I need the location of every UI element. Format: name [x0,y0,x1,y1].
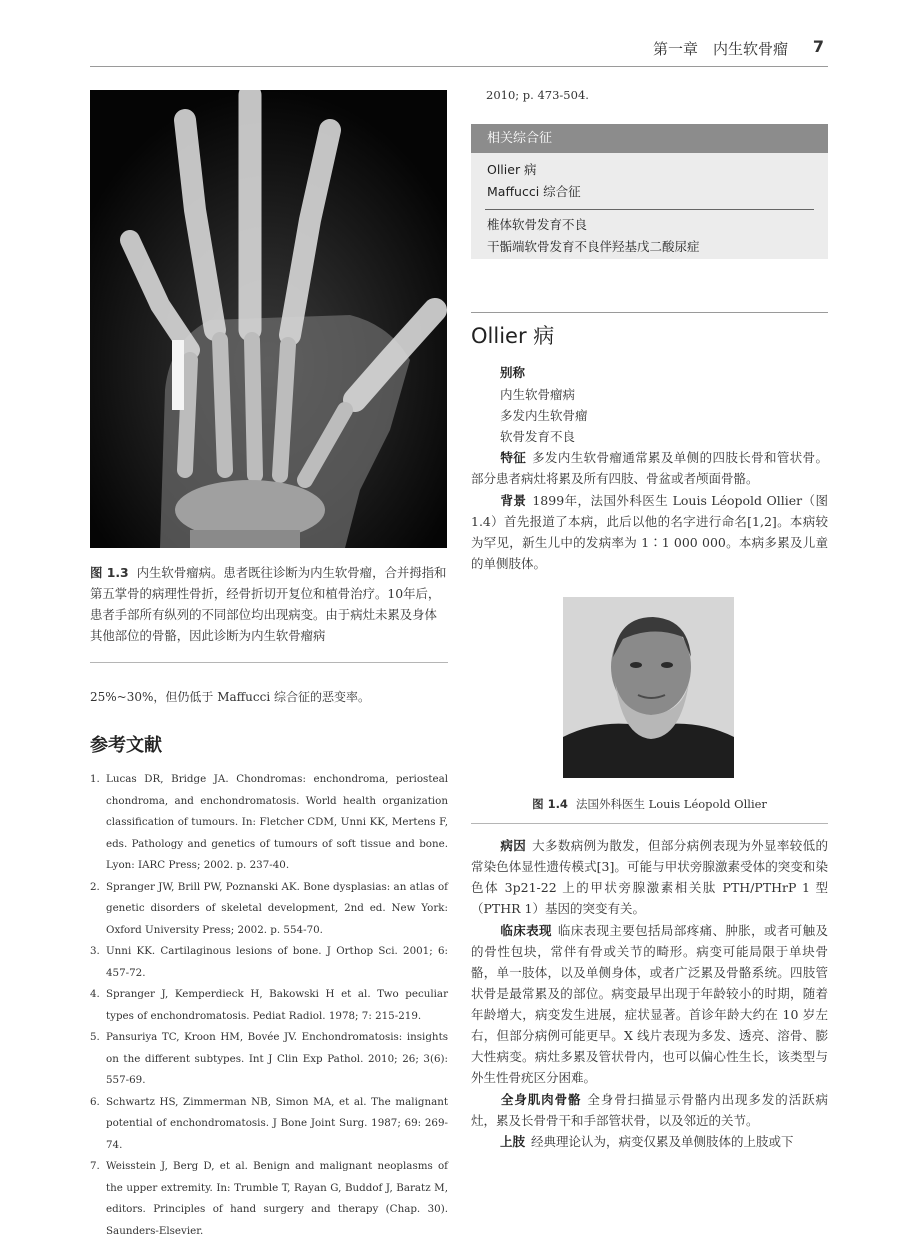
reference-item: 2. Spranger JW, Brill PW, Poznanski AK. Bone dysplasias: an atlas of genetic disorders of skeletal development, 2nd ed. New York: Oxford University Press; 2002. p. 554-70. [90,880,448,936]
reference-item: 3. Unni KK. Cartilaginous lesions of bone. J Orthop Sci. 2001; 6: 457-72. [90,945,448,979]
figure-1-3-caption-text: 内生软骨瘤病。患者既往诊断为内生软骨瘤，合并拇指和第五掌骨的病理性骨折，经骨折切开复位和植骨治疗。10年后，患者手部所有纵列的不同部位均出现病变。由于病灶未累及身体其他部位的骨骼，因此诊断为内生软骨瘤病 [90,565,447,643]
left-continuation-text: 25%~30%，但仍低于 Maffucci 综合征的恶变率。 [90,690,371,704]
related-item: Maffucci 综合征 [487,184,581,199]
reference-item: 7. Weisstein J, Berg D, et al. Benign and malignant neoplasms of the upper extremity. In: Trumble T, Rayan G, Buddof J, Baratz M, editors. Principles of hand surgery and therapy (Chap. 30). Saunders-Elsevier. [90,1160,448,1237]
figure-1-4-label: 图 1.4 [532,797,568,811]
alias-item: 内生软骨瘤病 [500,387,576,402]
whole-body-paragraph: 全身肌肉骨骼 全身骨扫描显示骨骼内出现多发的活跃病灶，累及长骨骨干和手部管状骨，以及邻近的关节。 [471,1092,828,1128]
running-header [90,34,828,67]
right-continuation-text: 2010; p. 473-504. [486,88,589,102]
reference-item: 5. Pansuriya TC, Kroon HM, Bovée JV. Enchondromatosis: insights on the different subtypes. Int J Clin Exp Pathol. 2010; 26; 3(6): 557-69. [90,1031,448,1086]
figure-1-4-caption [471,796,828,812]
section-title: Ollier 病 [471,324,555,348]
ollier-portrait-image [563,597,734,778]
related-item: 椎体软骨发育不良 [487,217,588,232]
section-rule [471,312,828,313]
related-item: Ollier 病 [487,162,537,177]
reference-list [90,769,448,1242]
reference-item: 4. Spranger J, Kemperdieck H, Bakowski H et al. Two peculiar types of enchondromatosis. Pediat Radiol. 1978; 7: 215-219. [90,988,448,1022]
page-number: 7 [812,37,824,56]
related-syndromes-box [471,124,828,259]
figure-1-4-caption-text: 法国外科医生 Louis Léopold Ollier [575,797,767,811]
box-divider [485,209,814,210]
references-heading: 参考文献 [90,735,162,756]
caption-separator-left [90,662,448,663]
alias-list [500,384,588,447]
caption-separator-right [471,823,828,824]
upper-limb-paragraph: 上肢 经典理论认为，病变仅累及单侧肢体的上肢或下 [500,1134,794,1149]
figure-1-3-label: 图 1.3 [90,565,129,580]
cause-paragraph: 病因 大多数病例为散发，但部分病例表现为外显率较低的常染色体显性遗传模式[3]。可能与甲状旁腺激素受体的突变和染色体 3p21-22 上的甲状旁腺激素相关肽 PTH/PTHrP 1 型（PTHR 1）基因的突变有关。 [471,838,828,916]
alias-item: 多发内生软骨瘤 [500,408,588,423]
feature-paragraph: 特征 多发内生软骨瘤通常累及单侧的四肢长骨和管状骨。部分患者病灶将累及所有四肢、骨盆或者颅面骨骼。 [471,450,828,486]
reference-item: 1. Lucas DR, Bridge JA. Chondromas: enchondroma, periosteal chondroma, and enchondromatosis. World health organization classification of tumours. In: Fletcher CDM, Unni KK, Mertens F, eds. Pathology and genetics of tumours of soft tissue and bone. Lyon: IARC Press; 2002. p. 237-40. [90,773,448,871]
related-item: 干骺端软骨发育不良伴羟基戊二酸尿症 [487,239,700,254]
alias-item: 软骨发育不良 [500,429,576,444]
alias-heading: 别称 [500,365,526,380]
background-paragraph: 背景 1899年，法国外科医生 Louis Léopold Ollier（图 1.4）首先报道了本病，此后以他的名字进行命名[1,2]。本病较为罕见，新生儿中的发病率为 1∶1 000 000。本病多累及儿童的单侧肢体。 [471,493,828,571]
reference-item: 6. Schwartz HS, Zimmerman NB, Simon MA, et al. The malignant potential of enchondromatosis. J Bone Joint Surg. 1987; 69: 269-74. [90,1095,448,1151]
figure-1-3-caption [90,562,448,646]
clinical-paragraph: 临床表现 临床表现主要包括局部疼痛、肿胀，或者可触及的骨性包块，常伴有骨或关节的畸形。病变可能局限于单块骨骼，单一肢体，以及单侧身体，或者广泛累及骨骼系统。四肢管状骨是最常累及的部位。病变最早出现于年龄较小的时期，随着年龄增大，病变发生进展，症状显著。首诊年龄大约在 10 岁左右，但部分病例可能更早。X 线片表现为多发、透亮、溶骨、膨大性病变。病灶多累及管状骨内，也可以偏心性生长，该类型与外生性骨疣区分困难。 [471,923,828,1085]
hand-xray-image [90,90,447,548]
related-syndromes-title: 相关综合征 [471,124,828,153]
chapter-title: 第一章 内生软骨瘤 [652,40,788,58]
